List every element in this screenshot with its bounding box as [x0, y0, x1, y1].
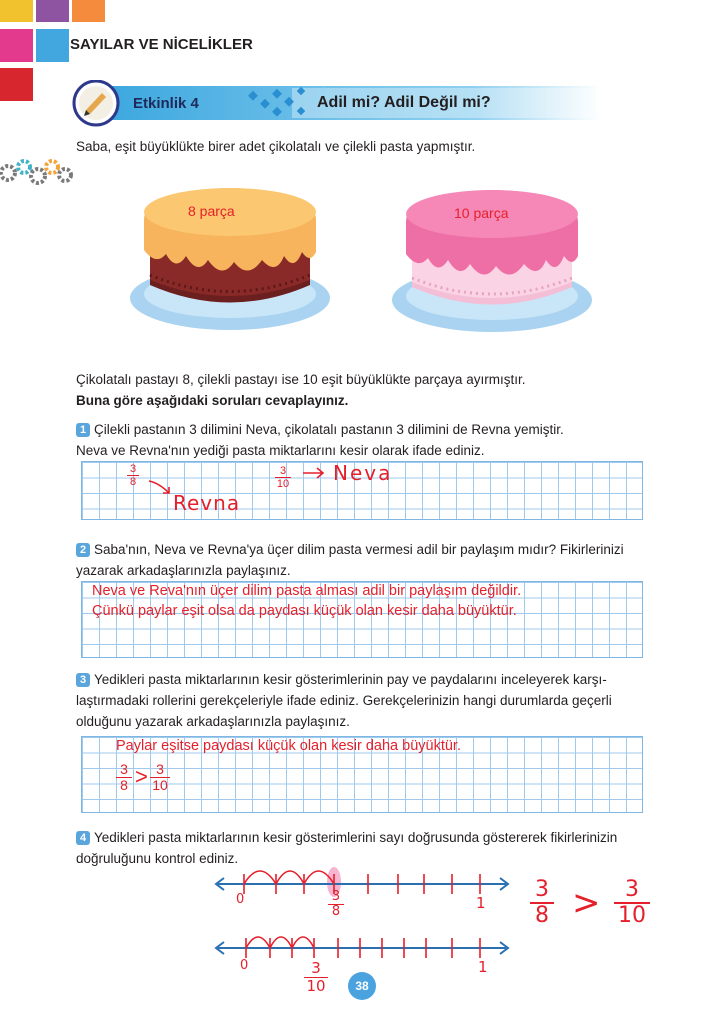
q4-compare: [524, 878, 664, 948]
line-a-zero: 0: [236, 892, 245, 907]
q4-compare-num2: 3: [614, 878, 650, 904]
corner-square-blue: [36, 29, 69, 62]
answer-3-frac1-den: 8: [120, 777, 128, 793]
line-b-one: 1: [478, 958, 488, 976]
question-1-text: Çilekli pastanın 3 dilimini Neva, çikolatalı pastanın 3 dilimini de Revna yemiştir.: [94, 422, 564, 437]
question-3-line-2: laştırmadaki rollerini gerekçeleriyle ifade ediniz. Gerekçelerinizin hangi durumlarda geçerli: [76, 693, 612, 708]
question-1-line-2: Neva ve Revna'nın yediği pasta miktarlarını kesir olarak ifade ediniz.: [76, 443, 485, 458]
intro-text: Saba, eşit büyüklükte birer adet çikolatalı ve çilekli pasta yapmıştır.: [76, 139, 476, 154]
number-line-tenths: [214, 924, 514, 974]
answer-3-frac2-num: 3: [150, 762, 170, 778]
question-3-line-1: [76, 669, 607, 690]
answer-1-arrow-1: [147, 477, 173, 499]
line-a-mark: [328, 890, 344, 919]
answer-1-frac1-num: 3: [127, 463, 139, 476]
question-2-line-1: [76, 539, 624, 560]
question-1-line-1: [76, 419, 564, 440]
section-header: SAYILAR VE NİCELİKLER: [70, 36, 253, 53]
answer-3-sign: >: [135, 764, 148, 789]
corner-square-red: [0, 68, 33, 101]
question-3-number: 3: [76, 673, 90, 687]
answer-1-name-2: Neva: [333, 461, 393, 485]
line-b-zero: 0: [240, 958, 249, 973]
question-3-text: Yedikleri pasta miktarlarının kesir gösterimlerinin pay ve paydalarını inceleyerek karşı-: [94, 672, 607, 687]
chocolate-cake-label: 8 parça: [188, 203, 235, 219]
question-3-line-3: olduğunu yazarak arkadaşlarınızla paylaşınız.: [76, 714, 350, 729]
answer-3-line-1: Paylar eşitse paydası küçük olan kesir daha büyüktür.: [116, 738, 461, 754]
q4-compare-den2: 10: [618, 903, 646, 928]
number-line-eighths: [214, 860, 514, 920]
answer-1-arrow-2: [301, 466, 327, 480]
paragraph-2: Buna göre aşağıdaki soruları cevaplayınız.: [76, 393, 349, 408]
line-a-one: 1: [476, 894, 486, 912]
answer-1-name-1: Revna: [173, 491, 241, 515]
q4-compare-num1: 3: [530, 878, 554, 904]
question-4-line-1: [76, 827, 617, 848]
paragraph-1: Çikolatalı pastayı 8, çilekli pastayı ise 10 eşit büyüklükte parçaya ayırmıştır.: [76, 372, 526, 387]
gears-decoration: [0, 155, 76, 191]
line-b-mark-num: 3: [304, 960, 328, 978]
q4-compare-frac1: [530, 878, 554, 928]
answer-3-frac2-den: 10: [152, 777, 168, 793]
line-a-mark-den: 8: [331, 904, 341, 919]
answer-3-frac2: [150, 762, 170, 793]
question-4-number: 4: [76, 831, 90, 845]
corner-square-magenta: [0, 29, 33, 62]
question-2-text: Saba'nın, Neva ve Revna'ya üçer dilim pasta vermesi adil bir paylaşım mıdır? Fikirlerinizi: [94, 542, 624, 557]
q4-compare-den1: 8: [535, 903, 549, 928]
answer-1-frac1-den: 8: [129, 476, 137, 488]
activity-title: Adil mi? Adil Değil mi?: [317, 94, 491, 111]
question-2-number: 2: [76, 543, 90, 557]
answer-1-content: [81, 461, 641, 518]
answer-2-line-2: Çünkü paylar eşit olsa da paydası küçük olan kesir daha büyüktür.: [92, 603, 517, 619]
answer-2-line-1: Neva ve Reva'nın üçer dilim pasta alması adil bir paylaşım değildir.: [92, 583, 522, 599]
answer-1-frac2-den: 10: [276, 478, 290, 490]
answer-3-frac1-num: 3: [116, 762, 132, 778]
question-1-number: 1: [76, 423, 90, 437]
activity-label: Etkinlik 4: [133, 95, 199, 112]
corner-square-yellow: [0, 0, 33, 22]
page-number: 38: [348, 972, 376, 1000]
strawberry-cake-label: 10 parça: [454, 205, 509, 221]
answer-1-frac2: [275, 465, 291, 490]
question-4-line-2: doğruluğunu kontrol ediniz.: [76, 851, 239, 866]
corner-square-orange: [72, 0, 105, 22]
line-b-mark-den: 10: [306, 977, 326, 995]
question-4-text: Yedikleri pasta miktarlarının kesir gösterimlerini sayı doğrusunda göstererek fikirlerinizin: [94, 830, 618, 845]
q4-compare-sign: >: [572, 883, 601, 923]
answer-3-frac1: [116, 762, 132, 793]
question-2-line-2: yazarak arkadaşlarınızla paylaşınız.: [76, 563, 291, 578]
line-a-mark-num: 3: [328, 890, 344, 905]
line-b-mark: [304, 960, 328, 995]
corner-square-purple: [36, 0, 69, 22]
answer-1-frac1: [127, 463, 139, 488]
q4-compare-frac2: [614, 878, 650, 928]
answer-1-frac2-num: 3: [275, 465, 291, 478]
